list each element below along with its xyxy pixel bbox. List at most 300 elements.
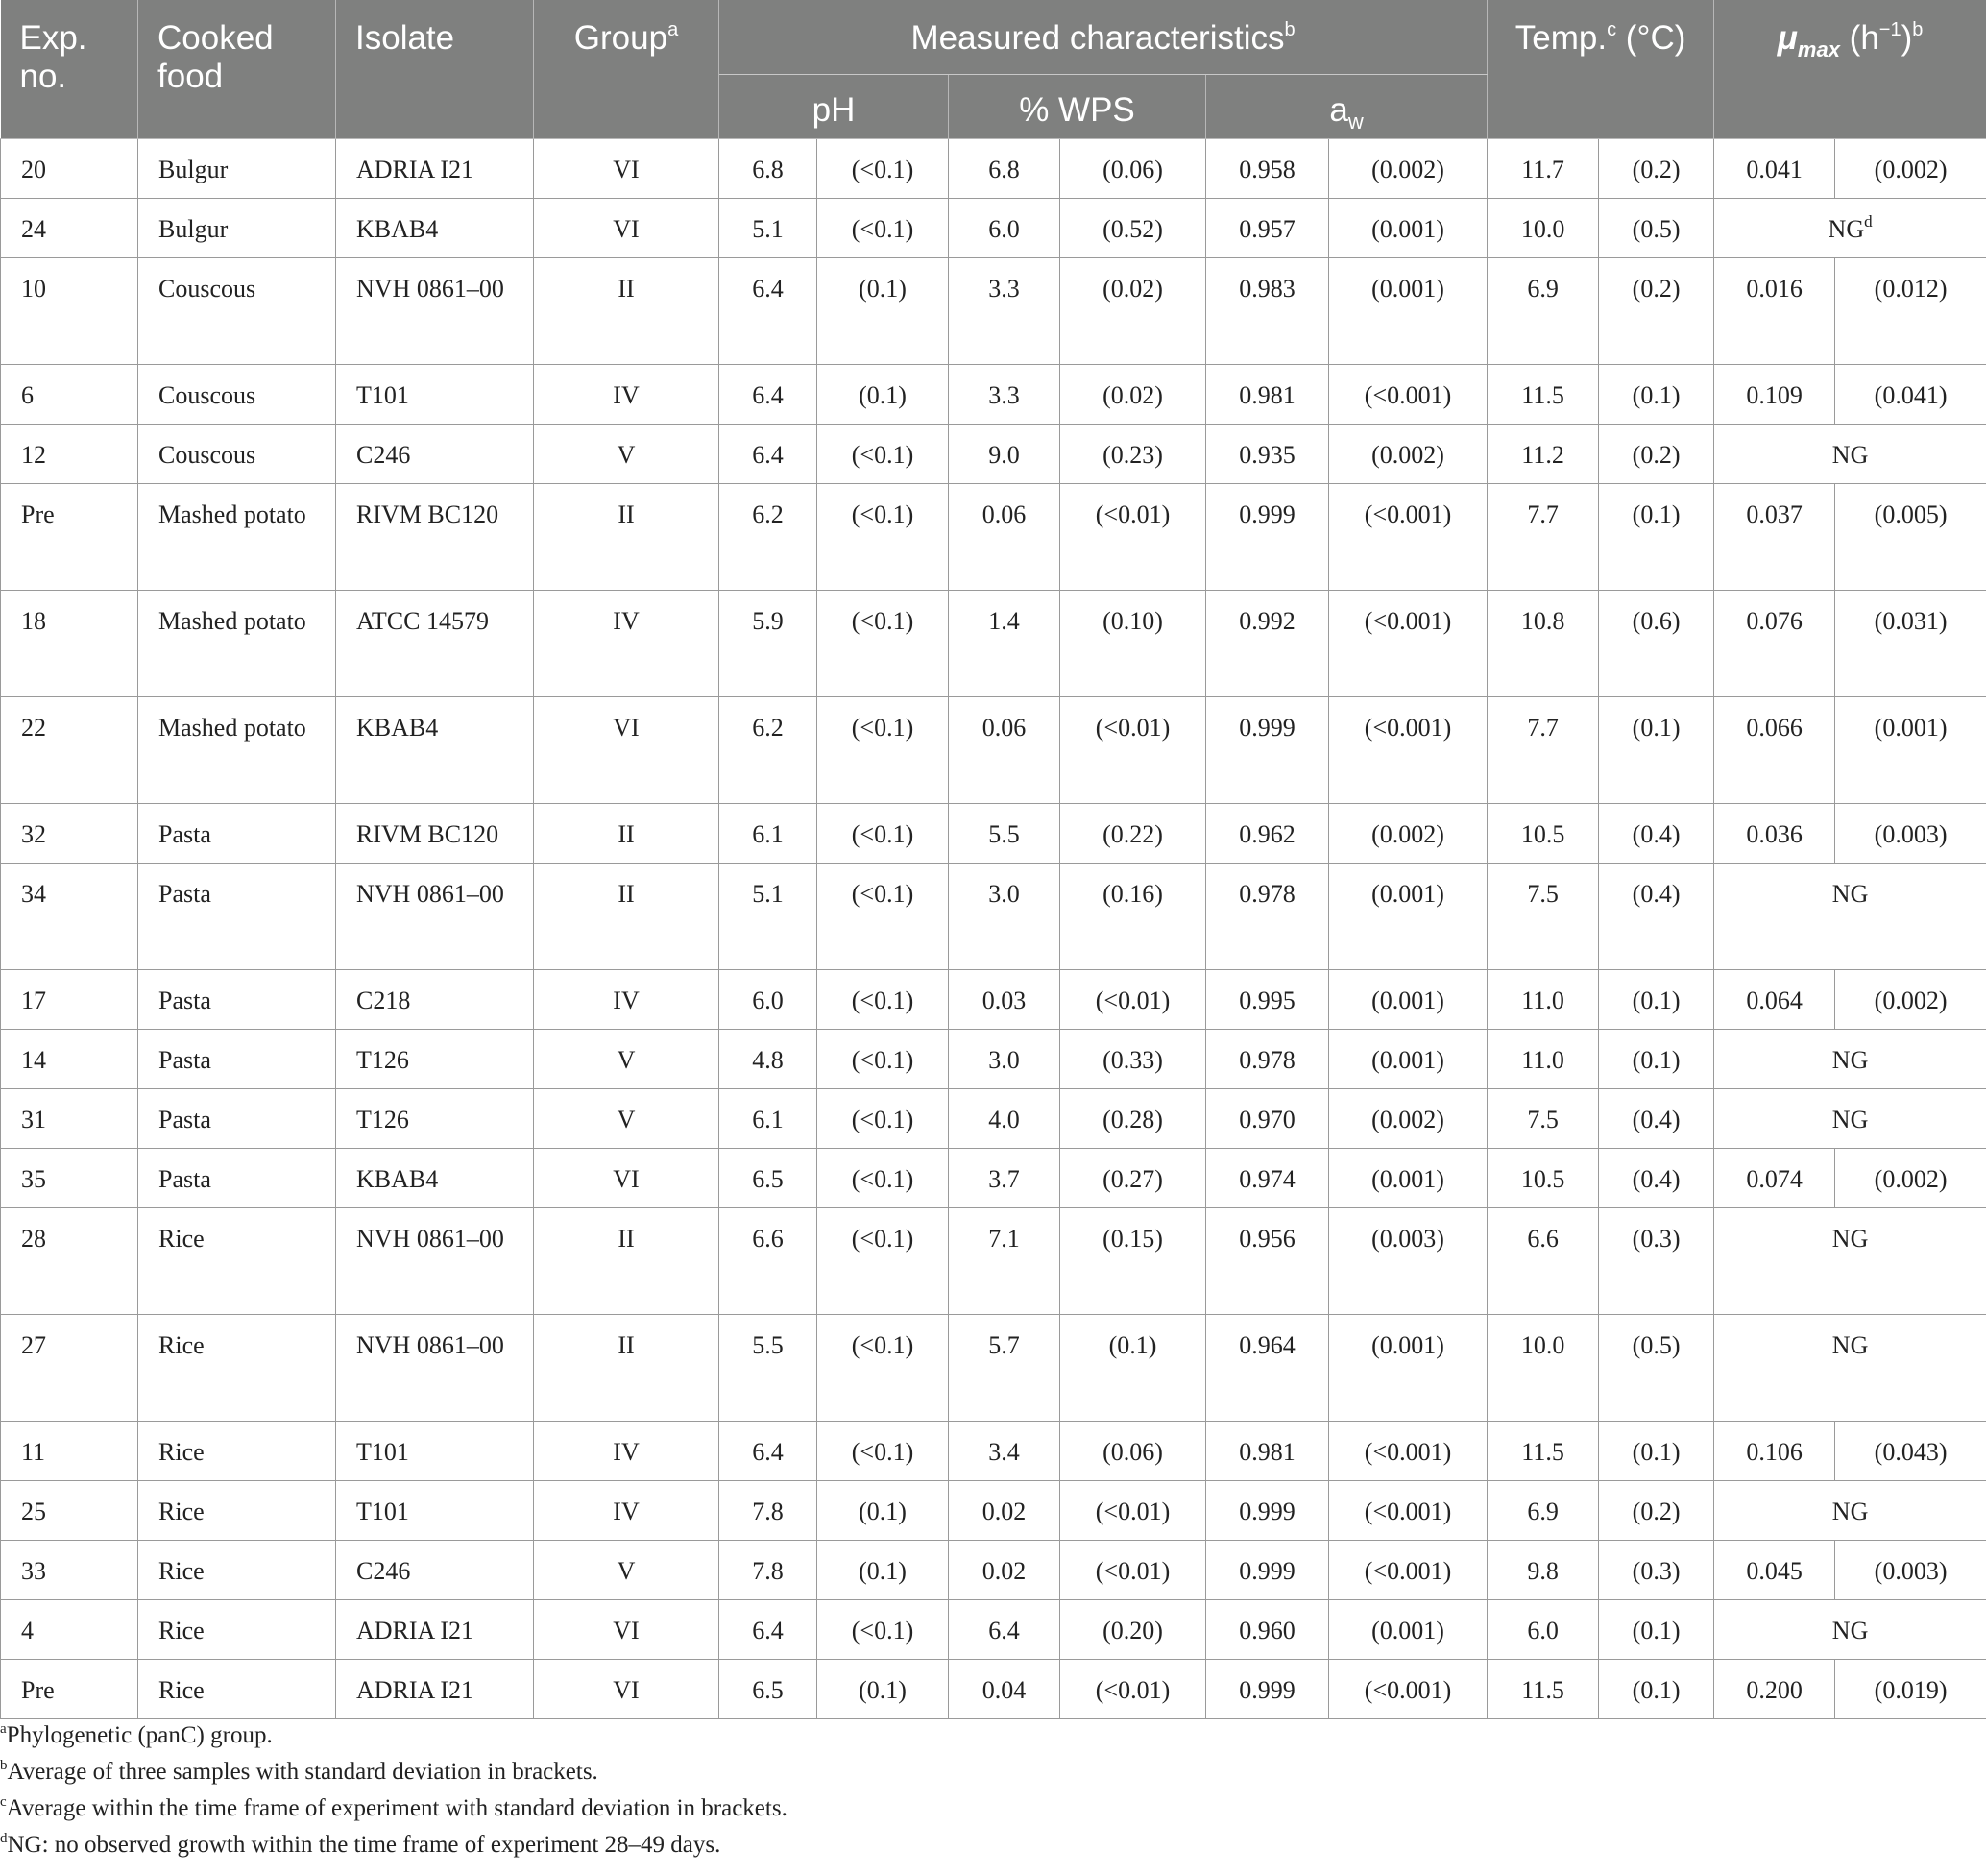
cell-ph-sd: (<0.1) [817, 198, 949, 257]
cell-ph-sd: (0.1) [817, 1480, 949, 1540]
cell-ph: 6.4 [719, 257, 817, 364]
cell-ph: 5.1 [719, 198, 817, 257]
cell-wps-sd: (0.16) [1060, 863, 1206, 969]
cell-isolate: T126 [336, 1029, 534, 1088]
cell-wps: 4.0 [949, 1088, 1060, 1148]
cell-cooked-food: Pasta [138, 969, 336, 1029]
cell-no-growth: NG [1714, 1029, 1986, 1088]
cell-group: V [534, 424, 719, 483]
cell-cooked-food: Rice [138, 1599, 336, 1659]
cell-wps: 3.0 [949, 1029, 1060, 1088]
cell-cooked-food: Rice [138, 1314, 336, 1421]
table-row [1, 1207, 1986, 1314]
cell-exp-no: 4 [1, 1599, 138, 1659]
table-row [1, 198, 1986, 257]
cell-ph-sd: (<0.1) [817, 590, 949, 696]
cell-ph-sd: (0.1) [817, 1659, 949, 1718]
cell-aw: 0.978 [1206, 1029, 1329, 1088]
cell-temp: 10.8 [1488, 590, 1599, 696]
cell-temp: 11.5 [1488, 1421, 1599, 1480]
cell-wps: 5.5 [949, 803, 1060, 863]
cell-temp-sd: (0.1) [1599, 1659, 1714, 1718]
cell-aw: 0.999 [1206, 1480, 1329, 1540]
cell-ph: 6.2 [719, 483, 817, 590]
cell-group: V [534, 1540, 719, 1599]
cell-wps-sd: (<0.01) [1060, 969, 1206, 1029]
cell-temp-sd: (0.5) [1599, 198, 1714, 257]
cell-aw-sd: (0.001) [1329, 1599, 1488, 1659]
cell-ph-sd: (<0.1) [817, 1148, 949, 1207]
cell-mu-max: 0.064 [1714, 969, 1835, 1029]
footnote: $^c$Average within the time frame of experiment with standard deviation in brackets. [0, 1794, 787, 1821]
cell-aw-sd: (<0.001) [1329, 364, 1488, 424]
cell-ph: 6.5 [719, 1148, 817, 1207]
cell-wps: 0.04 [949, 1659, 1060, 1718]
cell-exp-no: 6 [1, 364, 138, 424]
cell-cooked-food: Rice [138, 1659, 336, 1718]
cell-exp-no: 11 [1, 1421, 138, 1480]
header-aw: $a_w$ [1206, 74, 1488, 138]
cell-ph: 6.1 [719, 1088, 817, 1148]
cell-aw: 0.995 [1206, 969, 1329, 1029]
table-row [1, 863, 1986, 969]
cell-aw: 0.999 [1206, 483, 1329, 590]
cell-wps: 6.4 [949, 1599, 1060, 1659]
header-cooked-food: Cooked food [138, 0, 336, 138]
cell-exp-no: 32 [1, 803, 138, 863]
cell-wps-sd: (0.06) [1060, 1421, 1206, 1480]
cell-isolate: ATCC 14579 [336, 590, 534, 696]
table-row [1, 590, 1986, 696]
cell-cooked-food: Couscous [138, 364, 336, 424]
cell-exp-no: 22 [1, 696, 138, 803]
cell-ph-sd: (<0.1) [817, 1207, 949, 1314]
cell-ph: 5.1 [719, 863, 817, 969]
cell-mu-max: 0.076 [1714, 590, 1835, 696]
cell-ph: 6.4 [719, 424, 817, 483]
cell-ph-sd: (<0.1) [817, 863, 949, 969]
table-row [1, 1029, 1986, 1088]
cell-aw-sd: (0.001) [1329, 1148, 1488, 1207]
cell-wps-sd: (0.02) [1060, 364, 1206, 424]
cell-temp-sd: (0.5) [1599, 1314, 1714, 1421]
cell-exp-no: 34 [1, 863, 138, 969]
cell-aw-sd: (<0.001) [1329, 1421, 1488, 1480]
cell-aw: 0.958 [1206, 138, 1329, 198]
cell-exp-no: 24 [1, 198, 138, 257]
cell-cooked-food: Pasta [138, 863, 336, 969]
cell-ph-sd: (0.1) [817, 257, 949, 364]
cell-wps-sd: (0.27) [1060, 1148, 1206, 1207]
cell-wps: 3.0 [949, 863, 1060, 969]
table-row [1, 803, 1986, 863]
cell-ph-sd: (<0.1) [817, 696, 949, 803]
cell-ph: 6.6 [719, 1207, 817, 1314]
cell-temp: 11.5 [1488, 364, 1599, 424]
table-row [1, 483, 1986, 590]
table-row [1, 1148, 1986, 1207]
cell-group: IV [534, 1421, 719, 1480]
cell-mu-max: 0.016 [1714, 257, 1835, 364]
cell-mu-max-sd: (0.002) [1835, 1148, 1986, 1207]
header-mu-max: $\mu_{max}$ $(h^{-1})^b$ [1714, 0, 1986, 138]
header-exp-no: Exp. no. [1, 0, 138, 138]
cell-ph: 6.2 [719, 696, 817, 803]
cell-ph-sd: (<0.1) [817, 1599, 949, 1659]
cell-aw: 0.983 [1206, 257, 1329, 364]
cell-cooked-food: Bulgur [138, 138, 336, 198]
table-row [1, 1599, 1986, 1659]
cell-aw: 0.964 [1206, 1314, 1329, 1421]
cell-ph: 6.4 [719, 1599, 817, 1659]
cell-cooked-food: Rice [138, 1421, 336, 1480]
cell-ph: 6.0 [719, 969, 817, 1029]
cell-mu-max-sd: (0.031) [1835, 590, 1986, 696]
cell-aw-sd: (0.002) [1329, 1088, 1488, 1148]
cell-temp: 10.0 [1488, 198, 1599, 257]
table-row [1, 1421, 1986, 1480]
cell-cooked-food: Pasta [138, 1029, 336, 1088]
cell-group: II [534, 257, 719, 364]
cell-group: VI [534, 696, 719, 803]
cell-temp-sd: (0.4) [1599, 1088, 1714, 1148]
cell-exp-no: 33 [1, 1540, 138, 1599]
cell-temp-sd: (0.4) [1599, 863, 1714, 969]
cell-no-growth: NG [1714, 1599, 1986, 1659]
cell-temp-sd: (0.6) [1599, 590, 1714, 696]
table-row [1, 696, 1986, 803]
cell-no-growth: NG [1714, 1088, 1986, 1148]
cell-group: VI [534, 138, 719, 198]
cell-ph-sd: (<0.1) [817, 1088, 949, 1148]
cell-cooked-food: Couscous [138, 424, 336, 483]
cell-isolate: C246 [336, 1540, 534, 1599]
cell-cooked-food: Mashed potato [138, 483, 336, 590]
cell-temp: 7.7 [1488, 483, 1599, 590]
cell-aw-sd: (0.001) [1329, 257, 1488, 364]
cell-temp: 11.0 [1488, 1029, 1599, 1088]
header-group: Group$^a$ [534, 0, 719, 138]
cell-wps: 1.4 [949, 590, 1060, 696]
cell-isolate: C246 [336, 424, 534, 483]
cell-temp-sd: (0.1) [1599, 1029, 1714, 1088]
cell-temp: 11.7 [1488, 138, 1599, 198]
cell-wps: 3.4 [949, 1421, 1060, 1480]
cell-no-growth: NG [1714, 863, 1986, 969]
cell-wps: 3.3 [949, 364, 1060, 424]
cell-ph-sd: (<0.1) [817, 1314, 949, 1421]
cell-isolate: NVH 0861–00 [336, 1207, 534, 1314]
cell-temp-sd: (0.2) [1599, 138, 1714, 198]
cell-wps: 6.0 [949, 198, 1060, 257]
footnotes [0, 1718, 1986, 1864]
cell-aw-sd: (0.001) [1329, 198, 1488, 257]
cell-isolate: T101 [336, 364, 534, 424]
cell-aw: 0.992 [1206, 590, 1329, 696]
cell-mu-max-sd: (0.041) [1835, 364, 1986, 424]
cell-temp-sd: (0.1) [1599, 1599, 1714, 1659]
cell-ph-sd: (<0.1) [817, 803, 949, 863]
cell-ph: 6.8 [719, 138, 817, 198]
cell-isolate: ADRIA I21 [336, 1599, 534, 1659]
cell-temp: 6.9 [1488, 257, 1599, 364]
cell-group: VI [534, 198, 719, 257]
cell-cooked-food: Mashed potato [138, 696, 336, 803]
cell-aw-sd: (<0.001) [1329, 1659, 1488, 1718]
cell-isolate: ADRIA I21 [336, 1659, 534, 1718]
cell-aw-sd: (<0.001) [1329, 696, 1488, 803]
cell-no-growth: NG [1714, 1314, 1986, 1421]
cell-wps-sd: (0.52) [1060, 198, 1206, 257]
cell-aw-sd: (<0.001) [1329, 1540, 1488, 1599]
cell-exp-no: 20 [1, 138, 138, 198]
cell-group: II [534, 1314, 719, 1421]
cell-wps-sd: (0.28) [1060, 1088, 1206, 1148]
cell-temp-sd: (0.1) [1599, 969, 1714, 1029]
cell-ph-sd: (0.1) [817, 1540, 949, 1599]
cell-wps-sd: (0.23) [1060, 424, 1206, 483]
cell-temp: 11.5 [1488, 1659, 1599, 1718]
cell-wps: 0.02 [949, 1480, 1060, 1540]
cell-isolate: ADRIA I21 [336, 138, 534, 198]
cell-isolate: RIVM BC120 [336, 803, 534, 863]
cell-mu-max: 0.037 [1714, 483, 1835, 590]
cell-ph: 5.9 [719, 590, 817, 696]
cell-wps-sd: (0.33) [1060, 1029, 1206, 1088]
cell-wps-sd: (0.15) [1060, 1207, 1206, 1314]
cell-wps: 0.06 [949, 483, 1060, 590]
cell-aw: 0.956 [1206, 1207, 1329, 1314]
cell-mu-max-sd: (0.002) [1835, 969, 1986, 1029]
header-ph: pH [719, 74, 949, 138]
cell-exp-no: 27 [1, 1314, 138, 1421]
cell-ph: 7.8 [719, 1540, 817, 1599]
cell-temp-sd: (0.4) [1599, 803, 1714, 863]
cell-aw: 0.970 [1206, 1088, 1329, 1148]
cell-group: V [534, 1029, 719, 1088]
cell-isolate: T126 [336, 1088, 534, 1148]
cell-wps-sd: (<0.01) [1060, 1480, 1206, 1540]
cell-ph: 5.5 [719, 1314, 817, 1421]
cell-aw-sd: (0.001) [1329, 1314, 1488, 1421]
cell-exp-no: 25 [1, 1480, 138, 1540]
cell-ph: 7.8 [719, 1480, 817, 1540]
cell-exp-no: 28 [1, 1207, 138, 1314]
cell-temp: 11.2 [1488, 424, 1599, 483]
cell-temp-sd: (0.2) [1599, 257, 1714, 364]
cell-ph-sd: (<0.1) [817, 969, 949, 1029]
cell-aw-sd: (0.001) [1329, 1029, 1488, 1088]
cell-temp: 7.5 [1488, 863, 1599, 969]
cell-exp-no: 18 [1, 590, 138, 696]
cell-wps: 7.1 [949, 1207, 1060, 1314]
cell-group: II [534, 1207, 719, 1314]
cell-temp-sd: (0.1) [1599, 1421, 1714, 1480]
cell-wps-sd: (<0.01) [1060, 483, 1206, 590]
table-row [1, 257, 1986, 364]
table-row [1, 1088, 1986, 1148]
cell-cooked-food: Couscous [138, 257, 336, 364]
cell-no-growth: $NG^d$ [1714, 198, 1986, 257]
cell-ph: 6.4 [719, 1421, 817, 1480]
cell-mu-max-sd: (0.003) [1835, 803, 1986, 863]
table-body [1, 138, 1986, 1718]
cell-isolate: T101 [336, 1480, 534, 1540]
cell-aw: 0.999 [1206, 1659, 1329, 1718]
cell-wps-sd: (0.06) [1060, 138, 1206, 198]
table-row [1, 424, 1986, 483]
cell-ph-sd: (<0.1) [817, 1029, 949, 1088]
cell-no-growth: NG [1714, 1207, 1986, 1314]
cell-aw-sd: (0.001) [1329, 863, 1488, 969]
cell-mu-max-sd: (0.012) [1835, 257, 1986, 364]
cell-mu-max-sd: (0.002) [1835, 138, 1986, 198]
cell-temp-sd: (0.1) [1599, 364, 1714, 424]
cell-ph-sd: (<0.1) [817, 1421, 949, 1480]
cell-exp-no: Pre [1, 1659, 138, 1718]
cell-mu-max: 0.074 [1714, 1148, 1835, 1207]
cell-mu-max: 0.041 [1714, 138, 1835, 198]
cell-temp-sd: (0.3) [1599, 1207, 1714, 1314]
cell-ph-sd: (<0.1) [817, 138, 949, 198]
cell-group: IV [534, 590, 719, 696]
cell-cooked-food: Mashed potato [138, 590, 336, 696]
cell-wps: 0.06 [949, 696, 1060, 803]
header-isolate: Isolate [336, 0, 534, 138]
cell-ph: 4.8 [719, 1029, 817, 1088]
cell-temp-sd: (0.2) [1599, 1480, 1714, 1540]
cell-aw: 0.974 [1206, 1148, 1329, 1207]
cell-exp-no: 14 [1, 1029, 138, 1088]
cell-group: VI [534, 1148, 719, 1207]
cell-wps: 3.3 [949, 257, 1060, 364]
cell-mu-max-sd: (0.043) [1835, 1421, 1986, 1480]
footnote: $^d$NG: no observed growth within the time frame of experiment 28–49 days. [0, 1831, 721, 1858]
cell-mu-max: 0.106 [1714, 1421, 1835, 1480]
cell-temp: 6.6 [1488, 1207, 1599, 1314]
cell-wps-sd: (0.20) [1060, 1599, 1206, 1659]
cell-wps: 9.0 [949, 424, 1060, 483]
cell-exp-no: 12 [1, 424, 138, 483]
cell-temp: 9.8 [1488, 1540, 1599, 1599]
cell-aw: 0.935 [1206, 424, 1329, 483]
cell-mu-max: 0.066 [1714, 696, 1835, 803]
cell-isolate: KBAB4 [336, 198, 534, 257]
cell-isolate: NVH 0861–00 [336, 1314, 534, 1421]
cell-temp-sd: (0.2) [1599, 424, 1714, 483]
cell-temp: 6.9 [1488, 1480, 1599, 1540]
cell-isolate: KBAB4 [336, 696, 534, 803]
cell-group: IV [534, 969, 719, 1029]
cell-cooked-food: Pasta [138, 803, 336, 863]
cell-group: IV [534, 1480, 719, 1540]
cell-aw: 0.999 [1206, 1540, 1329, 1599]
header-wps: % WPS [949, 74, 1206, 138]
cell-aw-sd: (0.002) [1329, 138, 1488, 198]
footnote: $^a$Phylogenetic (panC) group. [0, 1721, 273, 1748]
cell-mu-max: 0.109 [1714, 364, 1835, 424]
cell-temp: 7.5 [1488, 1088, 1599, 1148]
cell-aw-sd: (0.002) [1329, 424, 1488, 483]
cell-temp: 10.5 [1488, 1148, 1599, 1207]
cell-temp-sd: (0.1) [1599, 696, 1714, 803]
cell-wps-sd: (0.1) [1060, 1314, 1206, 1421]
table-row [1, 1540, 1986, 1599]
cell-temp: 10.5 [1488, 803, 1599, 863]
cell-aw: 0.981 [1206, 364, 1329, 424]
cell-isolate: KBAB4 [336, 1148, 534, 1207]
cell-ph-sd: (<0.1) [817, 424, 949, 483]
cell-mu-max-sd: (0.003) [1835, 1540, 1986, 1599]
cell-aw: 0.960 [1206, 1599, 1329, 1659]
cell-isolate: NVH 0861–00 [336, 257, 534, 364]
cell-group: VI [534, 1599, 719, 1659]
cell-ph: 6.5 [719, 1659, 817, 1718]
cell-wps: 3.7 [949, 1148, 1060, 1207]
cell-group: II [534, 483, 719, 590]
cell-isolate: T101 [336, 1421, 534, 1480]
mu-symbol: $\mu_{max}$ [1777, 19, 1840, 61]
cell-no-growth: NG [1714, 424, 1986, 483]
cell-group: VI [534, 1659, 719, 1718]
cell-exp-no: 17 [1, 969, 138, 1029]
cell-wps-sd: (<0.01) [1060, 1540, 1206, 1599]
table-header [1, 0, 1986, 138]
cell-aw-sd: (<0.001) [1329, 590, 1488, 696]
cell-wps-sd: (0.02) [1060, 257, 1206, 364]
cell-wps-sd: (0.22) [1060, 803, 1206, 863]
table-row [1, 364, 1986, 424]
cell-mu-max: 0.200 [1714, 1659, 1835, 1718]
cell-exp-no: 35 [1, 1148, 138, 1207]
cell-aw-sd: (0.003) [1329, 1207, 1488, 1314]
cell-aw: 0.978 [1206, 863, 1329, 969]
cell-ph: 6.1 [719, 803, 817, 863]
cell-group: II [534, 803, 719, 863]
cell-temp: 7.7 [1488, 696, 1599, 803]
header-temperature: Temp.$^c$ (°C) [1488, 0, 1714, 138]
cell-mu-max: 0.045 [1714, 1540, 1835, 1599]
cell-exp-no: 31 [1, 1088, 138, 1148]
cell-cooked-food: Pasta [138, 1148, 336, 1207]
cell-isolate: NVH 0861–00 [336, 863, 534, 969]
cell-temp-sd: (0.3) [1599, 1540, 1714, 1599]
cell-temp: 10.0 [1488, 1314, 1599, 1421]
cell-isolate: RIVM BC120 [336, 483, 534, 590]
cell-wps-sd: (<0.01) [1060, 1659, 1206, 1718]
cell-exp-no: 10 [1, 257, 138, 364]
cell-aw: 0.981 [1206, 1421, 1329, 1480]
cell-temp: 11.0 [1488, 969, 1599, 1029]
cell-wps: 0.02 [949, 1540, 1060, 1599]
cell-mu-max-sd: (0.001) [1835, 696, 1986, 803]
cell-ph-sd: (<0.1) [817, 483, 949, 590]
cell-group: IV [534, 364, 719, 424]
table-row [1, 138, 1986, 198]
header-measured-characteristics: Measured characteristics$^b$ [719, 0, 1488, 74]
cell-cooked-food: Rice [138, 1480, 336, 1540]
cell-aw: 0.999 [1206, 696, 1329, 803]
table-row [1, 1480, 1986, 1540]
cell-wps: 0.03 [949, 969, 1060, 1029]
cell-cooked-food: Bulgur [138, 198, 336, 257]
cell-group: V [534, 1088, 719, 1148]
cell-aw: 0.962 [1206, 803, 1329, 863]
cell-temp: 6.0 [1488, 1599, 1599, 1659]
cell-wps-sd: (<0.01) [1060, 696, 1206, 803]
cell-no-growth: NG [1714, 1480, 1986, 1540]
cell-temp-sd: (0.4) [1599, 1148, 1714, 1207]
